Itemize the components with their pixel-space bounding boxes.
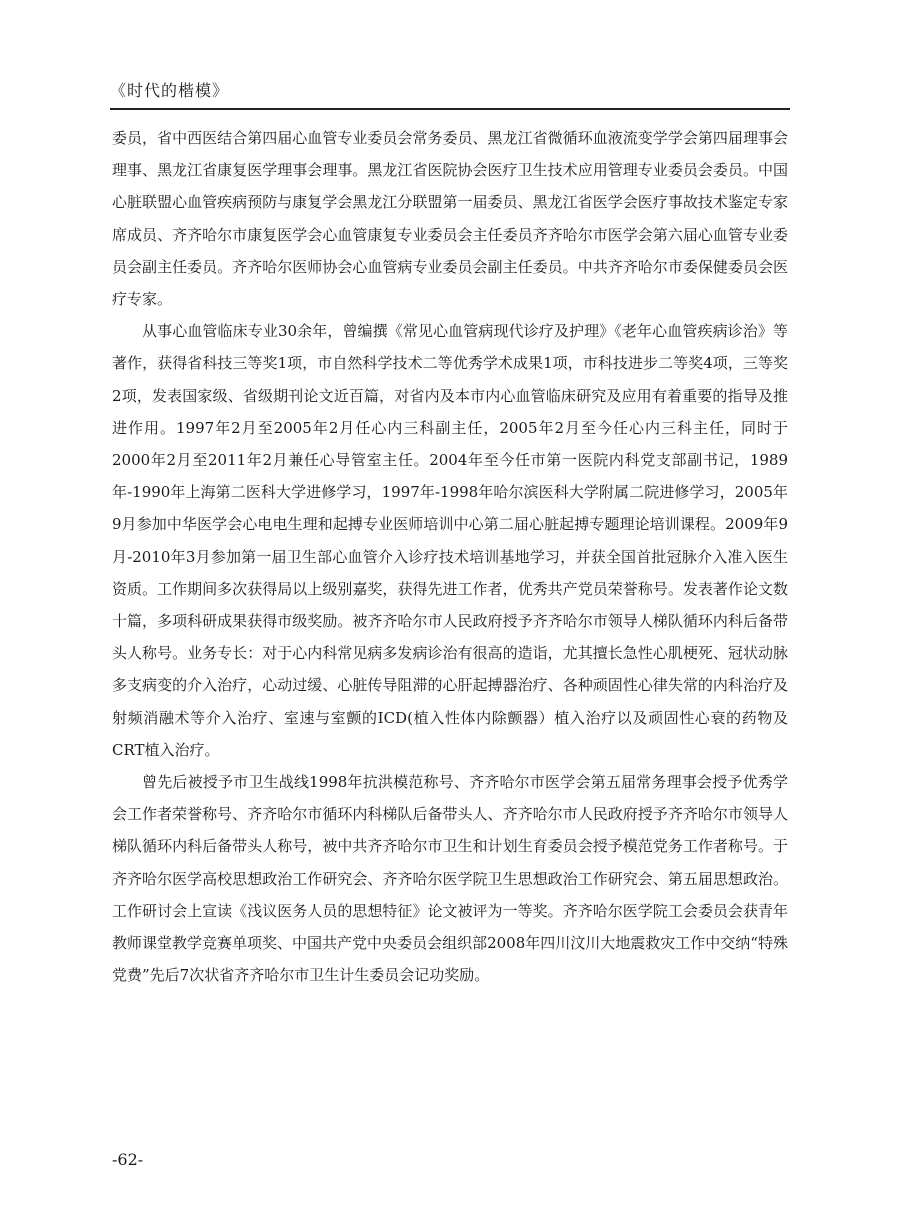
body-text — [112, 122, 788, 991]
header-divider — [110, 108, 790, 110]
paragraph-honors: 曾先后被授予市卫生战线1998年抗洪模范称号、齐齐哈尔市医学会第五届常务理事会授予优秀学会工作者荣誉称号、齐齐哈尔市循环内科梯队后备带头人、齐齐哈尔市人民政府授予齐齐哈尔市领导人梯队循环内科后备带头人称号，被中共齐齐哈尔市卫生和计划生育委员会授予模范党务工作者称号。于齐齐哈尔医学高校思想政治工作研究会、齐齐哈尔医学院卫生思想政治工作研究会、第五届思想政治。工作研讨会上宣读《浅议医务人员的思想特征》论文被评为一等奖。齐齐哈尔医学院工会委员会获青年教师课堂教学竞赛单项奖、中国共产党中央委员会组织部2008年四川汶川大地震救灾工作中交纳“特殊党费”先后7次状省齐齐哈尔市卫生计生委员会记功奖励。 — [112, 773, 788, 985]
page-number: -62- — [112, 1150, 144, 1169]
running-header-title: 《时代的楷模》 — [110, 81, 230, 100]
paragraph-career: 从事心血管临床专业30余年，曾编撰《常见心血管病现代诊疗及护理》《老年心血管疾病诊治》等著作，获得省科技三等奖1项，市自然科学技术二等优秀学术成果1项，市科技进步二等奖4项，三等奖2项，发表国家级、省级期刊论文近百篇，对省内及本市内心血管临床研究及应用有着重要的指导及推进作用。1997年2月至2005年2月任心内三科副主任，2005年2月至今任心内三科主任，同时于2000年2月至2011年2月兼任心导管室主任。2004年至今任市第一医院内科党支部副书记，1989年-1990年上海第二医科大学进修学习，1997年-1998年哈尔滨医科大学附属二院进修学习，2005年9月参加中华医学会心电电生理和起搏专业医师培训中心第二届心脏起搏专题理论培训课程。2009年9月-2010年3月参加第一届卫生部心血管介入诊疗技术培训基地学习，并获全国首批冠脉介入准入医生资质。工作期间多次获得局以上级别嘉奖，获得先进工作者，优秀共产党员荣誉称号。发表著作论文数十篇，多项科研成果获得市级奖励。被齐齐哈尔市人民政府授予齐齐哈尔市领导人梯队循环内科后备带头人称号。业务专长：对于心内科常见病多发病诊治有很高的造诣，尤其擅长急性心肌梗死、冠状动脉多支病变的介入治疗，心动过缓、心脏传导阻滞的心肝起搏器治疗、各种顽固性心律失常的内科治疗及射频消融术等介入治疗、室速与室颤的ICD(植入性体内除颤器）植入治疗以及顽固性心衰的药物及CRT植入治疗。 — [112, 322, 788, 759]
paragraph-continuation: 委员，省中西医结合第四届心血管专业委员会常务委员、黑龙江省微循环血液流变学学会第四届理事会理事、黑龙江省康复医学理事会理事。黑龙江省医院协会医疗卫生技术应用管理专业委员会委员。中国心脏联盟心血管疾病预防与康复学会黑龙江分联盟第一届委员、黑龙江省医学会医疗事故技术鉴定专家席成员、齐齐哈尔市康复医学会心血管康复专业委员会主任委员齐齐哈尔市医学会第六届心血管专业委员会副主任委员。齐齐哈尔医师协会心血管病专业委员会副主任委员。中共齐齐哈尔市委保健委员会医疗专家。 — [112, 129, 788, 309]
